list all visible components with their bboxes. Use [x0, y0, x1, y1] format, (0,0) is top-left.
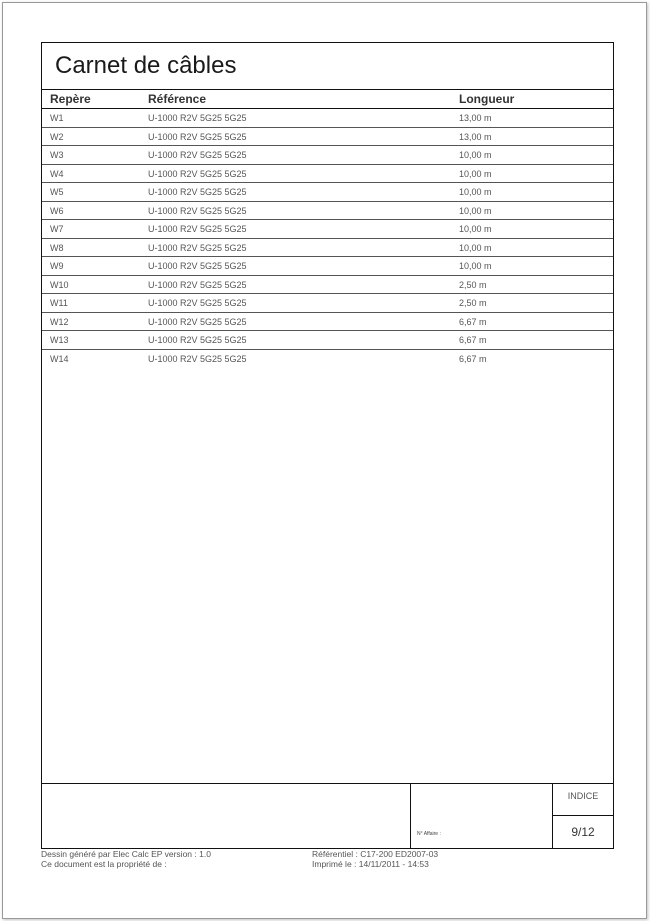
header-reference: Référence [148, 92, 207, 106]
indice-label: INDICE [553, 784, 613, 816]
table-row [42, 146, 613, 165]
cell-reference: U-1000 R2V 5G25 5G25 [148, 131, 247, 142]
cell-longueur: 10,00 m [459, 205, 492, 216]
cell-repere: W1 [50, 113, 64, 123]
cell-repere: W11 [50, 298, 68, 308]
cell-reference: U-1000 R2V 5G25 5G25 [148, 113, 247, 123]
document-page [2, 2, 647, 919]
table-row [42, 276, 613, 295]
cell-repere: W4 [50, 168, 64, 179]
cable-table-body [42, 109, 613, 367]
table-row [42, 165, 613, 184]
footer-printed: Imprimé le : 14/11/2011 - 14:53 [312, 859, 429, 869]
table-row [42, 313, 613, 332]
cell-longueur: 13,00 m [459, 131, 492, 142]
cell-longueur: 10,00 m [459, 187, 492, 197]
cell-longueur: 2,50 m [459, 298, 487, 308]
cell-repere: W3 [50, 150, 64, 160]
cell-longueur: 10,00 m [459, 261, 492, 271]
table-row [42, 350, 613, 368]
title-block [42, 43, 613, 90]
cell-reference: U-1000 R2V 5G25 5G25 [148, 150, 247, 160]
table-row [42, 294, 613, 313]
cell-reference: U-1000 R2V 5G25 5G25 [148, 224, 247, 234]
page-title: Carnet de câbles [55, 52, 237, 79]
drawing-frame [41, 42, 614, 849]
footer-right [312, 849, 438, 869]
cell-reference: U-1000 R2V 5G25 5G25 [148, 353, 247, 364]
affaire-cell [410, 784, 553, 849]
cell-longueur: 13,00 m [459, 113, 492, 123]
cell-repere: W5 [50, 187, 64, 197]
cell-longueur: 2,50 m [459, 279, 487, 290]
cell-longueur: 10,00 m [459, 242, 492, 253]
cell-reference: U-1000 R2V 5G25 5G25 [148, 335, 247, 345]
cell-reference: U-1000 R2V 5G25 5G25 [148, 279, 247, 290]
cell-reference: U-1000 R2V 5G25 5G25 [148, 298, 247, 308]
cell-repere: W10 [50, 279, 69, 290]
cell-reference: U-1000 R2V 5G25 5G25 [148, 261, 247, 271]
cell-longueur: 10,00 m [459, 224, 492, 234]
cell-longueur: 10,00 m [459, 168, 492, 179]
cell-repere: W6 [50, 205, 64, 216]
cell-repere: W7 [50, 224, 64, 234]
cell-reference: U-1000 R2V 5G25 5G25 [148, 168, 247, 179]
page-number: 9/12 [571, 825, 595, 839]
cell-reference: U-1000 R2V 5G25 5G25 [148, 187, 247, 197]
header-longueur: Longueur [459, 92, 515, 106]
cell-longueur: 6,67 m [459, 353, 487, 364]
footer-generated: Dessin généré par Elec Calc EP version : 1.0 [41, 849, 211, 859]
table-row [42, 331, 613, 350]
cell-repere: W9 [50, 261, 64, 271]
footer-property: Ce document est la propriété de : [41, 859, 167, 869]
cell-longueur: 6,67 m [459, 316, 487, 327]
cell-reference: U-1000 R2V 5G25 5G25 [148, 316, 247, 327]
table-row [42, 220, 613, 239]
cell-repere: W12 [50, 316, 69, 327]
table-header [42, 90, 613, 109]
cell-reference: U-1000 R2V 5G25 5G25 [148, 205, 247, 216]
footer-referentiel: Référentiel : C17-200 ED2007-03 [312, 849, 439, 859]
table-row [42, 183, 613, 202]
cell-longueur: 6,67 m [459, 335, 487, 345]
cell-repere: W13 [50, 335, 69, 345]
cell-repere: W2 [50, 131, 64, 142]
footer-left [41, 849, 211, 869]
table-row [42, 239, 613, 258]
header-repere: Repère [50, 92, 91, 106]
cell-reference: U-1000 R2V 5G25 5G25 [148, 242, 247, 253]
cell-repere: W14 [50, 353, 69, 364]
table-row [42, 257, 613, 276]
table-row [42, 202, 613, 221]
affaire-label: N° Affaire : [417, 831, 441, 837]
title-cartouche [42, 783, 613, 849]
table-row [42, 128, 613, 147]
table-row [42, 109, 613, 128]
cell-longueur: 10,00 m [459, 150, 492, 160]
cell-repere: W8 [50, 242, 64, 253]
